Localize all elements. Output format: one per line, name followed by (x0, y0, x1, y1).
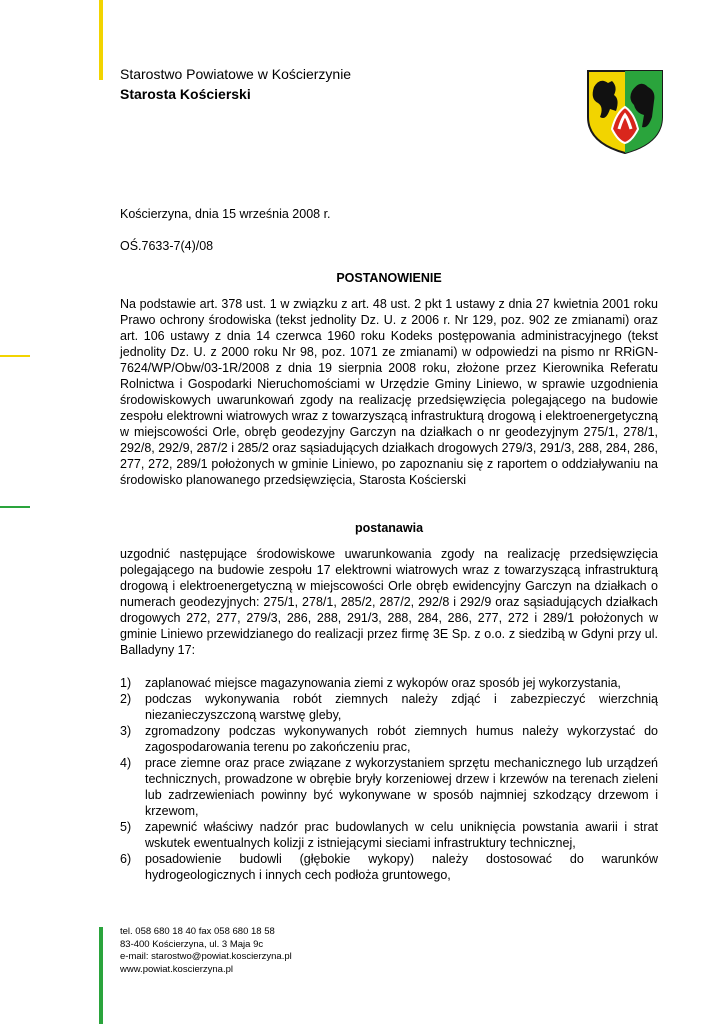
conditions-list (120, 675, 658, 883)
accent-bar-green (99, 927, 103, 1024)
list-item-number: 4) (120, 756, 132, 770)
coat-of-arms-icon (586, 69, 664, 155)
accent-bar-yellow (99, 0, 103, 80)
list-item (120, 723, 658, 755)
list-item (120, 755, 658, 819)
fold-mark-yellow (0, 355, 30, 357)
list-item (120, 691, 658, 723)
list-item (120, 819, 658, 851)
fold-mark-green (0, 506, 30, 508)
contact-footer (120, 926, 292, 976)
list-item-number: 2) (120, 692, 132, 706)
list-item-text: posadowienie budowli (głębokie wykopy) należy dostosować do warunków hydrogeologicznych i innych cech podłoża gruntowego, (145, 852, 658, 882)
footer-phone: tel. 058 680 18 40 fax 058 680 18 58 (120, 926, 275, 937)
decision-paragraph: uzgodnić następujące środowiskowe uwarunkowania zgody na realizację przedsięwzięcia polegającego na budowie zespołu 17 elektrowni wiatrowych wraz z towarzyszącą infrastrukturą drogową i elektroenergetyczną w miejscowości Orle obręb ewidencyjny Garczyn na działkach o numerach geodezyjnych: 275/1, 278/1, 285/2, 287/2, 292/8 i 292/9 oraz sąsiadujących działkach drogowych 272, 277, 279/3, 286, 288, 291/3, 288, 284, 286, 277, 272 i 289/1 położonych w gminie Liniewo przewidzianego do realizacji przez firmę 3E Sp. z o.o. z siedzibą w Gdyni przy ul. Balladyny 17: (120, 547, 658, 657)
legal-basis-paragraph: Na podstawie art. 378 ust. 1 w związku z art. 48 ust. 2 pkt 1 ustawy z dnia 27 kwietnia 2001 roku Prawo ochrony środowiska (tekst jednolity Dz. U. z 2006 r. Nr 129, poz. 902 ze zmianami) oraz art. 106 ustawy z dnia 14 czerwca 1960 roku Kodeks postępowania administracyjnego (tekst jednolity Dz. U. z 2000 roku Nr 98, poz. 1071 ze zmianami) w odpowiedzi na pismo nr RRiGN-7624/WP/Obw/03-1R/2008 z dnia 19 sierpnia 2008 roku, złożone przez Kierownika Referatu Rolnictwa i Gospodarki Nieruchomościami w Urzędzie Gminy Liniewo, w sprawie uzgodnienia środowiskowych uwarunkowań zgody na realizację przedsięwzięcia polegającego na budowie zespołu elektrowni wiatrowych wraz z towarzyszącą infrastrukturą drogową i elektroenergetyczną w miejscowości Orle, obręb geodezyjny Garczyn na działkach o nr geodezyjnym 275/1, 278/1, 292/8, 292/9, 287/2 i 285/2 oraz sąsiadujących działkach drogowych 279/3, 291/3, 288, 284, 286, 277, 272, 289/1 położonych w gminie Liniewo, po zapoznaniu się z raportem o oddziaływaniu na środowisko planowanego przedsięwzięcia, Starosta Kościerski (120, 297, 658, 487)
list-item-text: zaplanować miejsce magazynowania ziemi z wykopów oraz sposób jej wykorzystania, (145, 676, 621, 690)
list-item-number: 5) (120, 820, 132, 834)
reference-number: OŚ.7633-7(4)/08 (120, 239, 214, 253)
institution-name: Starostwo Powiatowe w Kościerzynie (120, 66, 352, 82)
list-item-number: 6) (120, 852, 132, 866)
footer-email: e-mail: starostwo@powiat.koscierzyna.pl (120, 951, 292, 962)
list-item (120, 675, 658, 691)
decision-heading: POSTANOWIENIE (336, 271, 442, 285)
list-item-number: 1) (120, 676, 132, 690)
footer-address: 83-400 Kościerzyna, ul. 3 Maja 9c (120, 938, 264, 950)
list-item-number: 3) (120, 724, 132, 738)
decides-heading: postanawia (354, 521, 424, 535)
authority-title: Starosta Kościerski (120, 86, 251, 102)
footer-website: www.powiat.koscierzyna.pl (120, 963, 233, 975)
list-item (120, 851, 658, 883)
list-item-text: podczas wykonywania robót ziemnych należy zdjąć i zabezpieczyć wierzchnią niezanieczyszczoną warstwę gleby, (145, 692, 658, 722)
list-item-text: zgromadzony podczas wykonywanych robót ziemnych humus należy wykorzystać do zagospodarowania terenu po zakończeniu prac, (145, 724, 658, 754)
list-item-text: prace ziemne oraz prace związane z wykorzystaniem sprzętu mechanicznego lub urządzeń technicznych, prowadzone w obrębie bryły korzeniowej drzew i krzewów na terenach zieleni lub zadrzewieniach powinny być wykonywane w sposób najmniej szkodzący drzewom i krzewom, (145, 756, 658, 818)
letterhead (120, 64, 351, 104)
list-item-text: zapewnić właściwy nadzór prac budowlanych w celu uniknięcia powstania awarii i strat wskutek ewentualnych kolizji z istniejącymi sieciami infrastruktury technicznej, (145, 820, 658, 850)
document-date: Kościerzyna, dnia 15 września 2008 r. (120, 207, 331, 221)
